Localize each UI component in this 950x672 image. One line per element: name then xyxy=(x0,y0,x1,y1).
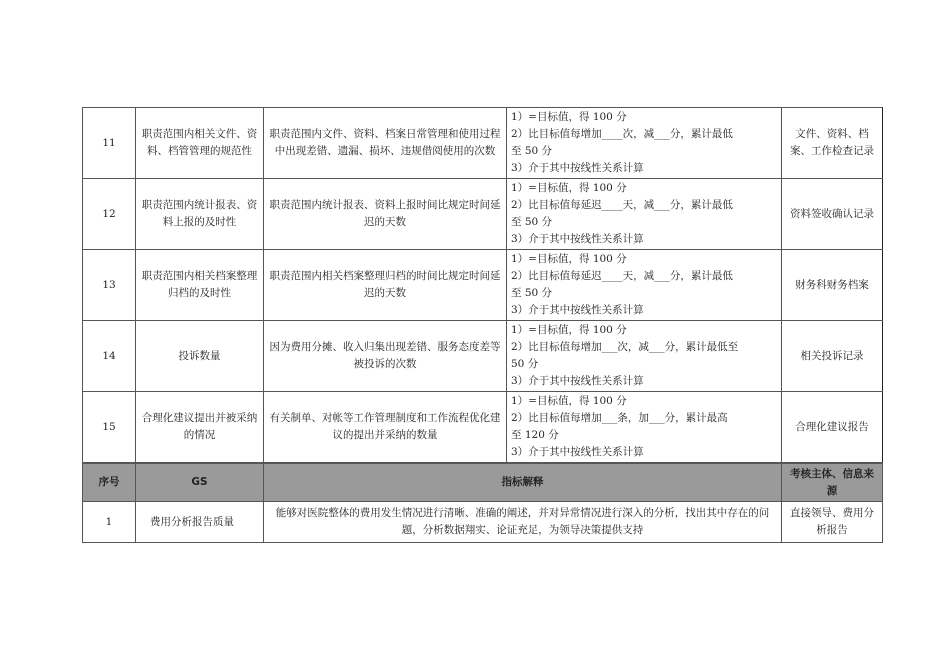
row-scoring-standard xyxy=(507,392,782,463)
row-definition: 职责范围内统计报表、资料上报时间比规定时间延迟的天数 xyxy=(264,179,507,250)
scoring-line: 1）=目标值，得 100 分 xyxy=(511,111,627,123)
row-scoring-standard xyxy=(507,250,782,321)
scoring-line: 1）=目标值，得 100 分 xyxy=(511,182,627,194)
row-no: 13 xyxy=(83,250,136,321)
row-no: 12 xyxy=(83,179,136,250)
row-indicator-name: 合理化建议提出并被采纳的情况 xyxy=(136,392,264,463)
scoring-line: 至 50 分 xyxy=(511,287,553,299)
kpi-table xyxy=(82,107,883,463)
row-definition: 职责范围内文件、资料、档案日常管理和使用过程中出现差错、遗漏、损坏、违规借阅使用的次数 xyxy=(264,108,507,179)
row-source: 直接领导、费用分析报告 xyxy=(782,502,883,543)
scoring-line: 2）比目标值每增加___次，减___分，累计最低至 xyxy=(511,341,739,353)
scoring-line: 3）介于其中按线性关系计算 xyxy=(511,375,644,387)
table-row xyxy=(83,502,883,543)
header-no: 序号 xyxy=(83,464,136,502)
table-row xyxy=(83,179,883,250)
row-scoring-standard xyxy=(507,179,782,250)
scoring-line: 3）介于其中按线性关系计算 xyxy=(511,162,644,174)
row-indicator-name: 职责范围内统计报表、资料上报的及时性 xyxy=(136,179,264,250)
scoring-line: 1）=目标值，得 100 分 xyxy=(511,395,627,407)
scoring-line: 1）=目标值，得 100 分 xyxy=(511,324,627,336)
row-indicator-name: 投诉数量 xyxy=(136,321,264,392)
table-row xyxy=(83,392,883,463)
row-source: 财务科财务档案 xyxy=(782,250,883,321)
row-no: 15 xyxy=(83,392,136,463)
row-source: 合理化建议报告 xyxy=(782,392,883,463)
row-source: 相关投诉记录 xyxy=(782,321,883,392)
row-no: 14 xyxy=(83,321,136,392)
table-row xyxy=(83,250,883,321)
scoring-line: 2）比目标值每延迟____天，减___分，累计最低 xyxy=(511,199,733,211)
scoring-line: 2）比目标值每延迟____天，减___分，累计最低 xyxy=(511,270,733,282)
table-row xyxy=(83,321,883,392)
header-source: 考核主体、信息来源 xyxy=(782,464,883,502)
gs-table xyxy=(82,463,883,543)
scoring-line: 50 分 xyxy=(511,358,539,370)
row-definition: 因为费用分摊、收入归集出现差错、服务态度差等被投诉的次数 xyxy=(264,321,507,392)
scoring-line: 2）比目标值每增加____次，减___分，累计最低 xyxy=(511,128,733,140)
row-name: 费用分析报告质量 xyxy=(136,502,264,543)
scoring-line: 至 120 分 xyxy=(511,429,559,441)
scoring-line: 1）=目标值，得 100 分 xyxy=(511,253,627,265)
row-scoring-standard xyxy=(507,108,782,179)
row-scoring-standard xyxy=(507,321,782,392)
row-source: 资料签收确认记录 xyxy=(782,179,883,250)
row-indicator-name: 职责范围内相关文件、资料、档管管理的规范性 xyxy=(136,108,264,179)
row-indicator-name: 职责范围内相关档案整理归档的及时性 xyxy=(136,250,264,321)
row-definition: 职责范围内相关档案整理归档的时间比规定时间延迟的天数 xyxy=(264,250,507,321)
row-definition: 有关制单、对帐等工作管理制度和工作流程优化建议的提出并采纳的数量 xyxy=(264,392,507,463)
scoring-line: 3）介于其中按线性关系计算 xyxy=(511,446,644,458)
scoring-line: 3）介于其中按线性关系计算 xyxy=(511,304,644,316)
scoring-line: 至 50 分 xyxy=(511,145,553,157)
row-no: 1 xyxy=(83,502,136,543)
header-explanation: 指标解释 xyxy=(264,464,782,502)
row-no: 11 xyxy=(83,108,136,179)
table-row xyxy=(83,108,883,179)
header-gs: GS xyxy=(136,464,264,502)
gs-table-header xyxy=(83,464,883,502)
scoring-line: 至 50 分 xyxy=(511,216,553,228)
row-explanation: 能够对医院整体的费用发生情况进行清晰、准确的阐述，并对异常情况进行深入的分析，找出其中存在的问题，分析数据翔实、论证充足，为领导决策提供支持 xyxy=(264,502,782,543)
scoring-line: 2）比目标值每增加___条，加___分，累计最高 xyxy=(511,412,728,424)
scoring-line: 3）介于其中按线性关系计算 xyxy=(511,233,644,245)
row-source: 文件、资料、档案、工作检查记录 xyxy=(782,108,883,179)
